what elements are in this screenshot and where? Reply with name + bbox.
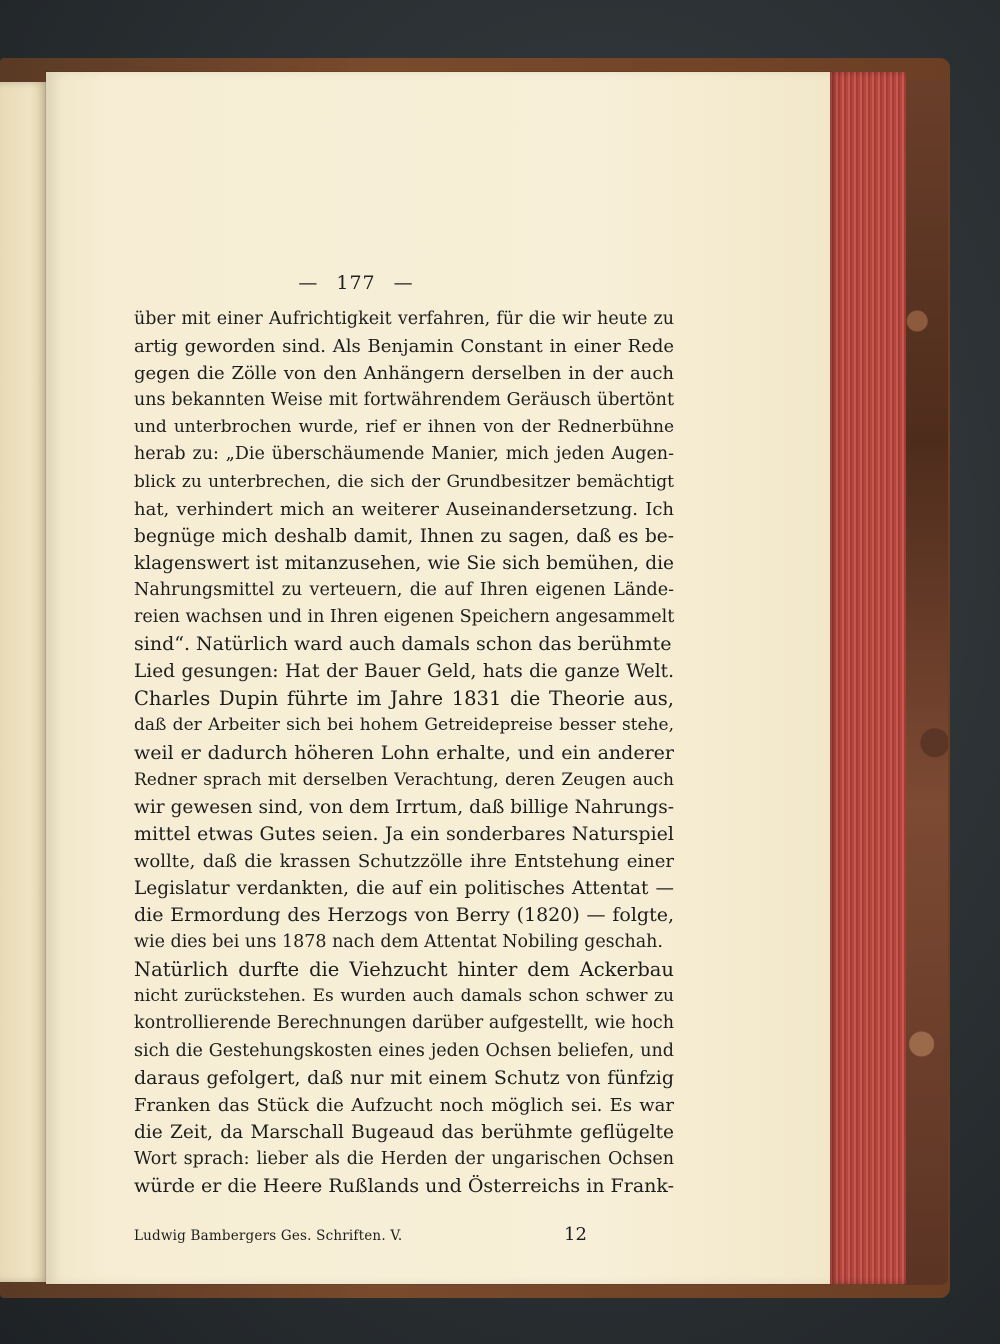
book-page [46,72,830,1284]
text-line: Redner sprach mit derselben Verachtung, deren Zeugen auch [134,769,674,790]
text-line: reien wachsen und in Ihren eigenen Speichern angesammelt [134,607,675,628]
text-line: hat, verhindert mich an weiterer Auseinandersetzung. Ich [134,498,674,520]
text-line: Legislatur verdankten, die auf ein politisches Attentat — [134,877,674,899]
page-number: 177 [336,272,376,294]
text-line: daß der Arbeiter sich bei hohem Getreidepreise besser stehe, [134,715,674,736]
text-line: wollte, daß die krassen Schutzzölle ihre Entstehung einer [134,850,674,872]
text-line: Nahrungsmittel zu verteuern, die auf Ihren eigenen Lände- [134,579,674,600]
text-line: wir gewesen sind, von dem Irrtum, daß billige Nahrungs- [134,796,674,818]
header-dash-left: — [298,272,319,294]
text-line: herab zu: „Die überschäumende Manier, mich jeden Augen- [134,444,674,465]
text-line: uns bekannten Weise mit fortwährendem Geräusch übertönt [134,390,674,411]
text-line: artig geworden sind. Als Benjamin Constant in einer Rede [134,336,674,358]
body-text [134,306,674,1200]
text-line: begnüge mich deshalb damit, Ihnen zu sagen, daß es be- [134,525,674,547]
text-line: Charles Dupin führte im Jahre 1831 die Theorie aus, [134,687,674,711]
footer-signature: Ludwig Bambergers Ges. Schriften. V. [134,1228,403,1244]
text-line: kontrollierende Berechnungen darüber aufgestellt, wie hoch [134,1013,674,1034]
text-line: Franken das Stück die Aufzucht noch möglich sei. Es war [134,1094,674,1116]
text-line: über mit einer Aufrichtigkeit verfahren, für die wir heute zu [134,309,674,329]
text-line: wie dies bei uns 1878 nach dem Attentat Nobiling geschah. [134,932,663,953]
text-line: gegen die Zölle von den Anhängern derselben in der auch [134,363,674,385]
text-line: sich die Gestehungskosten eines jeden Ochsen beliefen, und [134,1040,674,1061]
text-line: die Zeit, da Marschall Bugeaud das berühmte geflügelte [134,1121,674,1143]
text-line: die Ermordung des Herzogs von Berry (1820) — folgte, [134,904,674,927]
left-page-edge [0,82,50,1282]
text-line: würde er die Heere Rußlands und Österreichs in Frank- [134,1175,674,1197]
text-line: blick zu unterbrechen, die sich der Grundbesitzer bemächtigt [134,471,674,492]
header-dash-right: — [393,272,414,294]
text-line: sind“. Natürlich ward auch damals schon das berühmte [134,633,672,656]
text-line: daraus gefolgert, daß nur mit einem Schutz von fünfzig [134,1066,674,1089]
text-line: Lied gesungen: Hat der Bauer Geld, hats die ganze Welt. [134,661,674,683]
text-line: und unterbrochen wurde, rief er ihnen von der Rednerbühne [134,417,674,438]
marbled-board [904,80,948,1285]
text-line: klagenswert ist mitanzusehen, wie Sie sich bemühen, die [134,552,674,574]
page-header [46,272,666,294]
page-footer [134,1222,674,1244]
text-line: weil er dadurch höheren Lohn erhalte, und ein anderer [134,741,674,764]
text-line: mittel etwas Gutes seien. Ja ein sonderbares Naturspiel [134,822,674,845]
footer-sheet-number: 12 [564,1224,587,1245]
text-line: Wort sprach: lieber als die Herden der ungarischen Ochsen [134,1148,674,1169]
text-line: nicht zurückstehen. Es wurden auch damals schon schwer zu [134,986,674,1007]
red-page-edges [828,72,906,1284]
text-line: Natürlich durfte die Viehzucht hinter dem Ackerbau [134,958,674,982]
